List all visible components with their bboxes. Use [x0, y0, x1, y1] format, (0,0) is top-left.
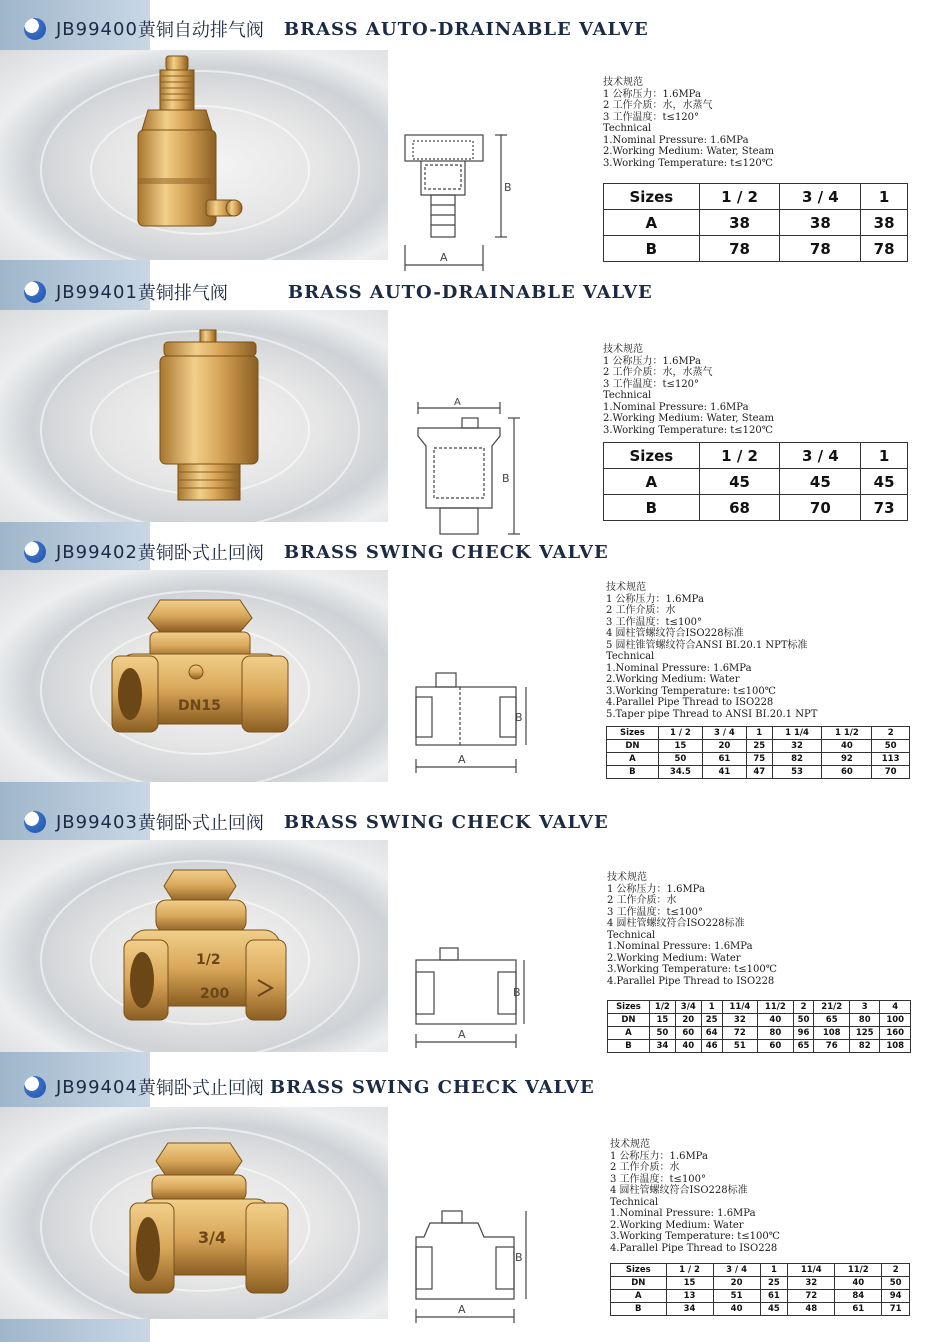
table-cell: 80 — [758, 1027, 794, 1040]
table-cell: 20 — [702, 740, 746, 753]
table-cell: B — [607, 766, 659, 779]
table-cell: 65 — [793, 1040, 814, 1053]
table-cell: 60 — [822, 766, 872, 779]
table-cell: DN — [611, 1277, 667, 1290]
dim-a-label: A — [458, 753, 466, 766]
spec-line: 1.Nominal Pressure: 1.6MPa — [603, 134, 749, 146]
spec-line: 技术规范 — [606, 582, 646, 593]
table-cell: 78 — [699, 236, 780, 262]
spec-line: 技术规范 — [603, 77, 643, 88]
table-cell: 50 — [882, 1277, 910, 1290]
table-cell: 60 — [758, 1040, 794, 1053]
dim-b-label: B — [515, 711, 523, 724]
product-code: JB99404 — [56, 1076, 138, 1098]
table-cell: 3 / 4 — [780, 443, 861, 469]
dim-a-label: A — [458, 1028, 466, 1041]
spec-line: 4 圆柱管螺纹符合ISO228标准 — [606, 628, 744, 639]
table-cell: 61 — [760, 1290, 788, 1303]
table-cell: 160 — [880, 1027, 911, 1040]
spec-line: 3 工作温度：t≤100° — [606, 616, 703, 628]
table-cell: 113 — [872, 753, 910, 766]
table-cell: Sizes — [604, 443, 700, 469]
product-photo — [0, 840, 388, 1052]
spec-list — [607, 872, 777, 987]
spec-list — [606, 582, 817, 720]
table-row — [607, 740, 910, 753]
table-cell: 1 / 2 — [699, 443, 780, 469]
table-cell: 75 — [746, 753, 772, 766]
table-cell: 1 — [861, 184, 908, 210]
spec-line: 技术规范 — [610, 1139, 650, 1150]
table-cell: 15 — [658, 740, 702, 753]
table-cell: A — [608, 1027, 650, 1040]
spec-line: 5.Taper pipe Thread to ANSI BI.20.1 NPT — [606, 708, 818, 720]
table-cell: 1 / 2 — [666, 1264, 713, 1277]
table-cell: 1 — [746, 727, 772, 740]
table-cell: 40 — [758, 1014, 794, 1027]
spec-line: Technical — [607, 929, 656, 941]
size-table — [607, 1000, 911, 1053]
table-cell: DN — [607, 740, 659, 753]
table-cell: 72 — [788, 1290, 835, 1303]
spec-line: 技术规范 — [607, 872, 647, 883]
table-cell: 76 — [814, 1040, 850, 1053]
table-cell: 32 — [788, 1277, 835, 1290]
table-cell: 25 — [760, 1277, 788, 1290]
table-cell: 25 — [701, 1014, 722, 1027]
technical-drawing — [410, 396, 530, 556]
table-cell: 70 — [872, 766, 910, 779]
table-cell: 92 — [822, 753, 872, 766]
product-name-en: BRASS AUTO-DRAINABLE VALVE — [283, 18, 649, 40]
table-cell: 25 — [746, 740, 772, 753]
table-cell: 68 — [699, 495, 780, 521]
product-photo — [0, 50, 388, 260]
product-name-cn: 黄铜排气阀 — [137, 283, 228, 304]
table-row — [608, 1040, 911, 1053]
table-cell: 3/4 — [675, 1001, 701, 1014]
table-cell: 51 — [713, 1290, 760, 1303]
table-cell: 82 — [772, 753, 822, 766]
section-heading — [24, 15, 649, 43]
spec-line: 1 公称压力：1.6MPa — [606, 593, 704, 605]
table-cell: 80 — [849, 1014, 879, 1027]
product-code: JB99402 — [56, 541, 138, 563]
table-cell: 11/4 — [722, 1001, 758, 1014]
auto-drain-valve-cylinder-icon — [0, 310, 388, 522]
spec-line: 2.Working Medium: Water — [607, 952, 741, 964]
table-cell: 96 — [793, 1027, 814, 1040]
spec-line: 3.Working Temperature: t≤100℃ — [606, 685, 776, 697]
section-heading — [24, 278, 653, 306]
table-cell: 70 — [780, 495, 861, 521]
table-cell: 13 — [666, 1290, 713, 1303]
table-cell: 20 — [675, 1014, 701, 1027]
dim-a-label: A — [440, 251, 448, 264]
technical-drawing — [410, 938, 530, 1068]
table-cell: 1 — [701, 1001, 722, 1014]
product-name-en: BRASS SWING CHECK VALVE — [283, 811, 609, 833]
table-cell: 11/2 — [835, 1264, 882, 1277]
product-photo — [0, 570, 388, 782]
spec-line: 3 工作温度：t≤120° — [603, 378, 700, 390]
table-cell: 2 — [882, 1264, 910, 1277]
table-row — [608, 1027, 911, 1040]
table-cell: 45 — [780, 469, 861, 495]
bullet-icon — [24, 811, 46, 833]
table-cell: 84 — [835, 1290, 882, 1303]
table-cell: 47 — [746, 766, 772, 779]
spec-line: 3.Working Temperature: t≤120℃ — [603, 157, 773, 169]
table-cell: 78 — [780, 236, 861, 262]
table-row — [611, 1264, 910, 1277]
spec-line: 1.Nominal Pressure: 1.6MPa — [607, 941, 753, 952]
table-row — [604, 236, 908, 262]
table-cell: 100 — [880, 1014, 911, 1027]
table-cell: A — [607, 753, 659, 766]
table-cell: 51 — [722, 1040, 758, 1053]
table-row — [607, 727, 910, 740]
dim-b-label: B — [515, 1251, 523, 1264]
table-cell: 50 — [872, 740, 910, 753]
table-cell: 4 — [880, 1001, 911, 1014]
table-cell: 46 — [701, 1040, 722, 1053]
technical-drawing — [395, 125, 515, 275]
size-table — [610, 1263, 910, 1316]
section-heading — [24, 538, 609, 566]
product-name-en: BRASS AUTO-DRAINABLE VALVE — [287, 281, 653, 303]
spec-line: Technical — [606, 651, 655, 662]
size-table — [603, 183, 908, 262]
swing-check-valve-icon — [0, 1107, 388, 1319]
table-cell: 38 — [699, 210, 780, 236]
table-cell: 3 / 4 — [702, 727, 746, 740]
spec-line: 3 工作温度：t≤100° — [610, 1173, 707, 1185]
spec-list — [610, 1139, 780, 1254]
table-row — [607, 753, 910, 766]
product-section-jb99402 — [0, 538, 950, 788]
table-cell: 41 — [702, 766, 746, 779]
spec-line: 5 圆柱锥管螺纹符合ANSI BI.20.1 NPT标准 — [606, 639, 808, 651]
table-cell: 61 — [835, 1303, 882, 1316]
spec-list — [603, 344, 774, 436]
dim-a-label: A — [458, 1303, 466, 1316]
spec-line: 2 工作介质：水 — [607, 895, 677, 906]
table-cell: 53 — [772, 766, 822, 779]
table-cell: B — [611, 1303, 667, 1316]
bullet-icon — [24, 18, 46, 40]
spec-line: 1 公称压力：1.6MPa — [610, 1150, 708, 1162]
table-row — [604, 443, 908, 469]
product-code: JB99401 — [56, 281, 138, 303]
table-cell: 40 — [675, 1040, 701, 1053]
spec-line: 2 工作介质：水 — [610, 1162, 680, 1173]
product-name-en: BRASS SWING CHECK VALVE — [283, 541, 609, 563]
spec-line: 4.Parallel Pipe Thread to ISO228 — [610, 1242, 778, 1254]
table-cell: 34.5 — [658, 766, 702, 779]
table-cell: 11/4 — [788, 1264, 835, 1277]
table-cell: 40 — [713, 1303, 760, 1316]
table-cell: 45 — [861, 469, 908, 495]
dim-b-label: B — [504, 181, 512, 194]
product-name-en: BRASS SWING CHECK VALVE — [269, 1076, 595, 1098]
product-section-jb99404 — [0, 1073, 950, 1338]
size-table — [603, 442, 908, 521]
table-cell: 65 — [814, 1014, 850, 1027]
product-name-cn: 黄铜卧式止回阀 — [137, 813, 264, 834]
table-row — [604, 469, 908, 495]
table-cell: 48 — [788, 1303, 835, 1316]
table-cell: 34 — [666, 1303, 713, 1316]
product-code: JB99400 — [56, 18, 138, 40]
table-cell: 108 — [880, 1040, 911, 1053]
spec-line: 1 公称压力：1.6MPa — [603, 88, 701, 100]
spec-line: 3 工作温度：t≤100° — [607, 906, 704, 918]
table-row — [604, 184, 908, 210]
dim-b-label: B — [502, 472, 510, 485]
product-section-jb99401 — [0, 278, 950, 528]
spec-line: 2.Working Medium: Water, Steam — [603, 413, 775, 424]
spec-line: 4.Parallel Pipe Thread to ISO228 — [607, 975, 775, 987]
table-cell: 40 — [822, 740, 872, 753]
table-cell: 1 — [861, 443, 908, 469]
table-cell: 3 / 4 — [780, 184, 861, 210]
spec-line: 3 工作温度：t≤120° — [603, 111, 700, 123]
table-cell: 45 — [699, 469, 780, 495]
spec-line: 1 公称压力：1.6MPa — [607, 883, 705, 895]
table-cell: Sizes — [608, 1001, 650, 1014]
bullet-icon — [24, 1076, 46, 1098]
table-row — [604, 210, 908, 236]
spec-line: 1.Nominal Pressure: 1.6MPa — [606, 662, 752, 674]
table-cell: 3 / 4 — [713, 1264, 760, 1277]
table-cell: DN — [608, 1014, 650, 1027]
table-cell: A — [604, 210, 700, 236]
table-cell: 1/2 — [649, 1001, 675, 1014]
bullet-icon — [24, 541, 46, 563]
spec-line: 2.Working Medium: Water — [606, 674, 740, 685]
product-section-jb99403 — [0, 808, 950, 1058]
valve-body-label: 200 — [200, 986, 230, 1002]
table-cell: 94 — [882, 1290, 910, 1303]
spec-line: 4 圆柱管螺纹符合ISO228标准 — [610, 1185, 748, 1196]
table-cell: 78 — [861, 236, 908, 262]
table-cell: B — [604, 495, 700, 521]
table-cell: 60 — [675, 1027, 701, 1040]
table-cell: 50 — [649, 1027, 675, 1040]
product-name-cn: 黄铜卧式止回阀 — [137, 1078, 264, 1099]
valve-size-label: 3/4 — [198, 1228, 227, 1247]
table-cell: 50 — [658, 753, 702, 766]
dim-a-label: A — [454, 397, 461, 408]
product-photo — [0, 310, 388, 522]
section-heading — [24, 808, 609, 836]
table-cell: 125 — [849, 1027, 879, 1040]
table-cell: 82 — [849, 1040, 879, 1053]
technical-drawing — [410, 663, 530, 793]
table-cell: 1 1/2 — [822, 727, 872, 740]
product-code: JB99403 — [56, 811, 138, 833]
table-cell: 64 — [701, 1027, 722, 1040]
spec-line: 3.Working Temperature: t≤120℃ — [603, 424, 773, 436]
spec-line: 4.Parallel Pipe Thread to ISO228 — [606, 697, 774, 708]
table-cell: 1 — [760, 1264, 788, 1277]
table-cell: 40 — [835, 1277, 882, 1290]
valve-size-label: 1/2 — [196, 952, 221, 968]
product-section-jb99400 — [0, 15, 950, 265]
table-cell: 3 — [849, 1001, 879, 1014]
table-cell: 72 — [722, 1027, 758, 1040]
spec-line: 1.Nominal Pressure: 1.6MPa — [603, 401, 749, 413]
table-cell: Sizes — [604, 184, 700, 210]
auto-drain-valve-tall-icon — [0, 50, 388, 260]
spec-line: Technical — [610, 1196, 659, 1208]
table-row — [611, 1290, 910, 1303]
table-cell: 73 — [861, 495, 908, 521]
table-cell: 21/2 — [814, 1001, 850, 1014]
table-cell: 1 / 2 — [658, 727, 702, 740]
product-photo — [0, 1107, 388, 1319]
spec-line: Technical — [603, 390, 652, 401]
table-cell: 108 — [814, 1027, 850, 1040]
table-cell: Sizes — [607, 727, 659, 740]
table-cell: Sizes — [611, 1264, 667, 1277]
table-row — [611, 1303, 910, 1316]
table-cell: B — [604, 236, 700, 262]
product-name-cn: 黄铜卧式止回阀 — [137, 543, 264, 564]
spec-list — [603, 77, 774, 169]
valve-body-label: DN15 — [178, 698, 221, 714]
table-row — [611, 1277, 910, 1290]
size-table — [606, 726, 910, 779]
table-cell: 15 — [649, 1014, 675, 1027]
table-cell: 45 — [760, 1303, 788, 1316]
table-cell: 1 1/4 — [772, 727, 822, 740]
spec-line: 技术规范 — [603, 344, 643, 355]
table-cell: A — [611, 1290, 667, 1303]
bullet-icon — [24, 281, 46, 303]
spec-line: Technical — [603, 123, 652, 134]
table-cell: 38 — [861, 210, 908, 236]
spec-line: 3.Working Temperature: t≤100℃ — [607, 964, 777, 975]
table-cell: 32 — [722, 1014, 758, 1027]
table-row — [604, 495, 908, 521]
table-cell: 71 — [882, 1303, 910, 1316]
table-cell: 2 — [872, 727, 910, 740]
table-row — [607, 766, 910, 779]
table-cell: 2 — [793, 1001, 814, 1014]
table-cell: B — [608, 1040, 650, 1053]
table-cell: 1 / 2 — [699, 184, 780, 210]
section-heading — [24, 1073, 595, 1101]
table-cell: 15 — [666, 1277, 713, 1290]
swing-check-valve-icon — [0, 570, 388, 782]
product-name-cn: 黄铜自动排气阀 — [137, 20, 264, 41]
table-cell: 11/2 — [758, 1001, 794, 1014]
table-cell: 32 — [772, 740, 822, 753]
table-cell: 61 — [702, 753, 746, 766]
table-cell: 50 — [793, 1014, 814, 1027]
table-row — [608, 1001, 911, 1014]
spec-line: 2.Working Medium: Water, Steam — [603, 146, 775, 157]
technical-drawing — [408, 1201, 538, 1331]
table-cell: 20 — [713, 1277, 760, 1290]
spec-line: 2 工作介质：水，水蒸气 — [603, 100, 713, 111]
spec-line: 2 工作介质：水，水蒸气 — [603, 367, 713, 378]
spec-line: 2 工作介质：水 — [606, 605, 676, 616]
table-cell: 34 — [649, 1040, 675, 1053]
table-cell: A — [604, 469, 700, 495]
table-row — [608, 1014, 911, 1027]
dim-b-label: B — [513, 986, 521, 999]
swing-check-valve-icon — [0, 840, 388, 1052]
spec-line: 3.Working Temperature: t≤100℃ — [610, 1231, 780, 1242]
spec-line: 1 公称压力：1.6MPa — [603, 355, 701, 367]
spec-line: 2.Working Medium: Water — [610, 1219, 744, 1231]
spec-line: 1.Nominal Pressure: 1.6MPa — [610, 1208, 756, 1219]
spec-line: 4 圆柱管螺纹符合ISO228标准 — [607, 918, 745, 929]
table-cell: 38 — [780, 210, 861, 236]
